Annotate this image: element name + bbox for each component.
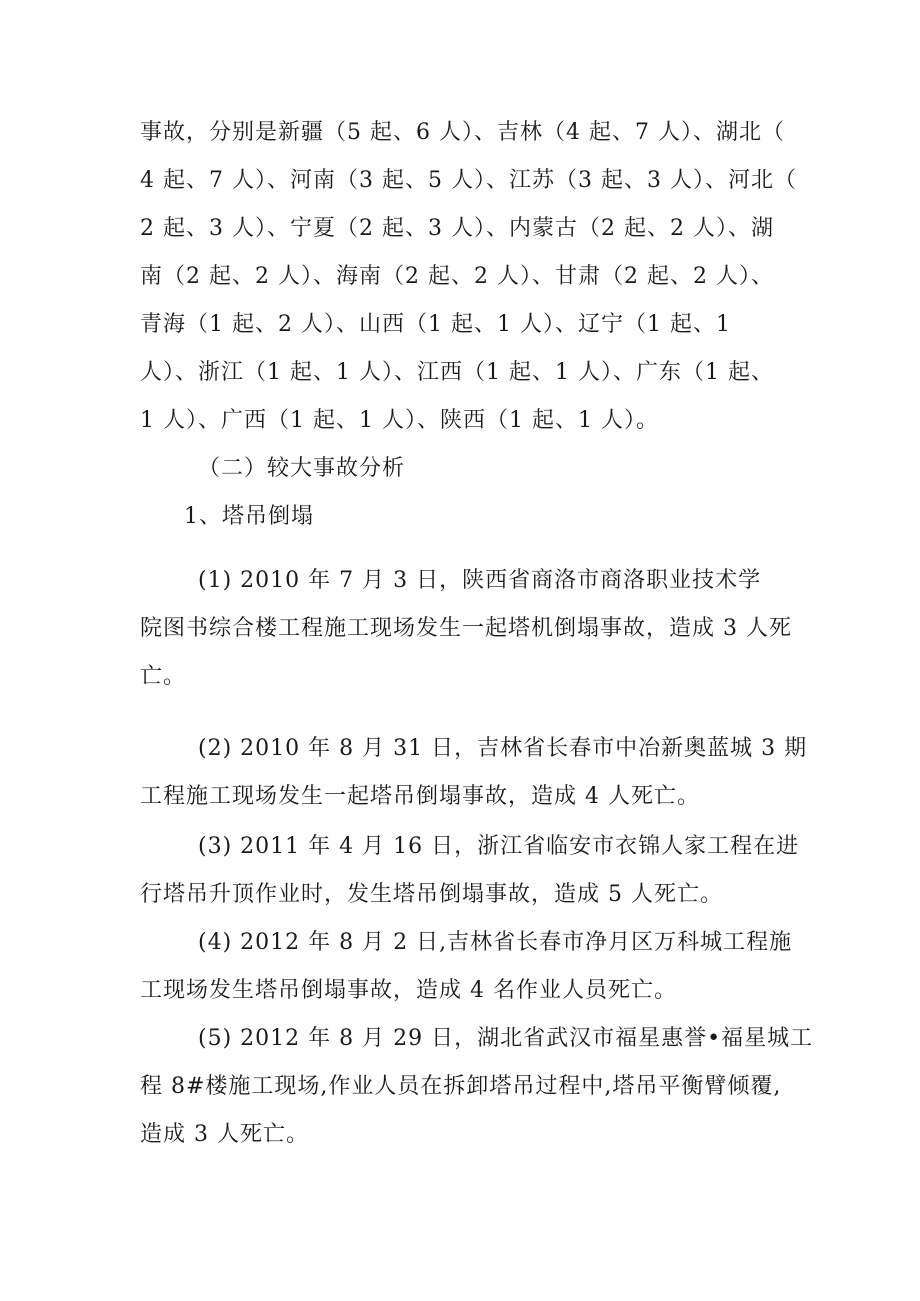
text-line: 院图书综合楼工程施工现场发生一起塔机倒塌事故，造成 3 人死 (140, 616, 792, 641)
text-line: 事故，分别是新疆（5 起、6 人）、吉林（4 起、7 人）、湖北（ (140, 120, 785, 145)
text-line: 青海（1 起、2 人）、山西（1 起、1 人）、辽宁（1 起、1 (140, 312, 731, 337)
text-line: (3) 2011 年 4 月 16 日，浙江省临安市衣锦人家工程在进 (198, 834, 800, 859)
text-line: 1 人）、广西（1 起、1 人）、陕西（1 起、1 人）。 (140, 408, 659, 433)
text-line: 亡。 (140, 664, 187, 689)
text-line: 人）、浙江（1 起、1 人）、江西（1 起、1 人）、广东（1 起、 (140, 360, 774, 385)
text-line: (5) 2012 年 8 月 29 日，湖北省武汉市福星惠誉•福星城工 (198, 1026, 814, 1051)
text-line: 南（2 起、2 人）、海南（2 起、2 人）、甘肃（2 起、2 人）、 (140, 264, 774, 289)
subsection-heading: 1、塔吊倒塌 (184, 504, 314, 529)
text-line: (4) 2012 年 8 月 2 日,吉林省长春市净月区万科城工程施 (198, 930, 793, 955)
text-line: (2) 2010 年 8 月 31 日，吉林省长春市中冶新奥蓝城 3 期 (198, 736, 808, 761)
section-heading: （二）较大事故分析 (198, 456, 406, 481)
text-line: 程 8#楼施工现场,作业人员在拆卸塔吊过程中,塔吊平衡臂倾覆, (140, 1074, 782, 1099)
text-line: 工程施工现场发生一起塔吊倒塌事故，造成 4 人死亡。 (140, 784, 700, 809)
text-line: 2 起、3 人）、宁夏（2 起、3 人）、内蒙古（2 起、2 人）、湖 (140, 216, 774, 241)
text-line: 造成 3 人死亡。 (140, 1122, 309, 1147)
text-line: 行塔吊升顶作业时，发生塔吊倒塌事故，造成 5 人死亡。 (140, 882, 723, 907)
text-line: 工现场发生塔吊倒塌事故，造成 4 名作业人员死亡。 (140, 978, 677, 1003)
text-line: 4 起、7 人）、河南（3 起、5 人）、江苏（3 起、3 人）、河北（ (140, 168, 797, 193)
text-line: (1) 2010 年 7 月 3 日，陕西省商洛市商洛职业技术学 (198, 568, 762, 593)
